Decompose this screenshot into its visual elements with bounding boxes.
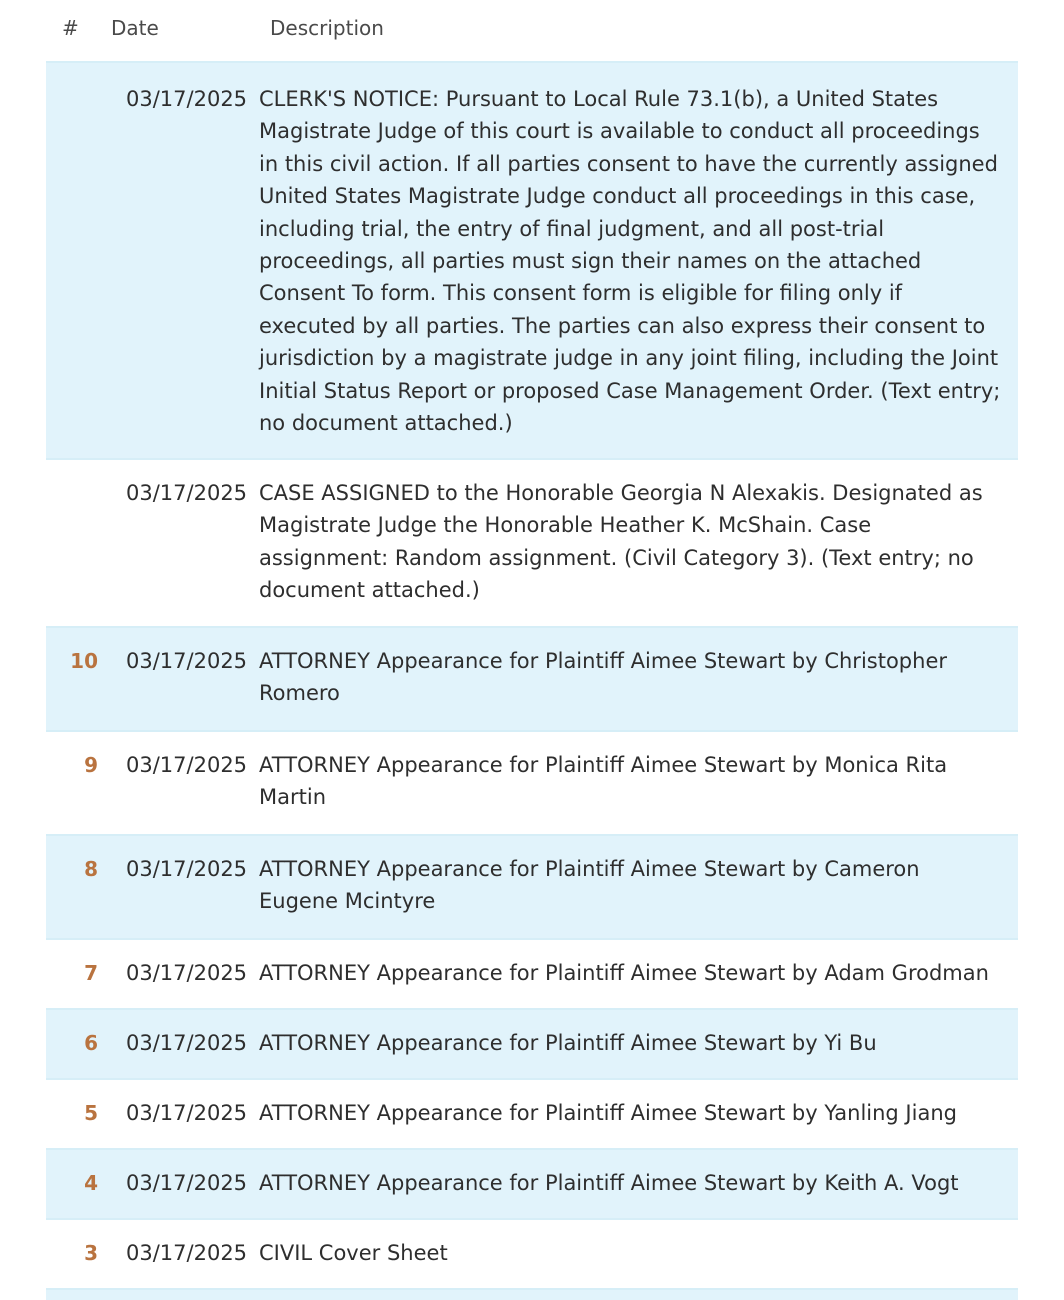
entry-number: 5 [84, 1101, 98, 1125]
entry-description: ATTORNEY Appearance for Plaintiff Aimee Stewart by Yanling Jiang [259, 1101, 957, 1125]
table-row [46, 626, 1018, 730]
entry-date: 03/17/2025 [126, 1241, 248, 1265]
table-row [46, 938, 1018, 1008]
entry-date: 03/17/2025 [126, 961, 248, 985]
entry-description: CLERK'S NOTICE: Pursuant to Local Rule 73.1(b), a United States Magistrate Judge of this court is available to conduct all proceedings in this civil action. If all parties consent to have the currently assigned United States Magistrate Judge conduct all proceedings in this case, including trial, the entry of final judgment, and all post-trial proceedings, all parties must sign their names on the attached Consent To form. This consent form is eligible for filing only if executed by all parties. The parties can also express their consent to jurisdiction by a magistrate judge in any joint filing, including the Joint Initial Status Report or proposed Case Management Order. (Text entry; no document attached.) [259, 87, 1001, 436]
table-row [46, 834, 1018, 938]
table-row [46, 458, 1018, 626]
entry-date: 03/17/2025 [126, 1031, 248, 1055]
entry-date: 03/17/2025 [126, 1171, 248, 1195]
entry-number: 10 [70, 649, 98, 673]
table-row [46, 1288, 1018, 1300]
table-row [46, 1078, 1018, 1148]
entry-description: ATTORNEY Appearance for Plaintiff Aimee Stewart by Cameron Eugene Mcintyre [259, 857, 920, 914]
entry-number: 6 [84, 1031, 98, 1055]
entry-description: CIVIL Cover Sheet [259, 1241, 448, 1265]
entry-description: ATTORNEY Appearance for Plaintiff Aimee Stewart by Keith A. Vogt [259, 1171, 959, 1195]
entry-date: 03/17/2025 [126, 753, 248, 777]
entry-description: ATTORNEY Appearance for Plaintiff Aimee Stewart by Monica Rita Martin [259, 753, 948, 810]
table-row [46, 730, 1018, 834]
entry-date: 03/17/2025 [126, 481, 248, 505]
entry-description: ATTORNEY Appearance for Plaintiff Aimee Stewart by Adam Grodman [259, 961, 989, 985]
table-header [0, 0, 1064, 60]
entry-date: 03/17/2025 [126, 87, 248, 111]
table-row [46, 61, 1018, 458]
table-row [46, 1148, 1018, 1218]
entry-date: 03/17/2025 [126, 857, 248, 881]
table-row [46, 1008, 1018, 1078]
entry-date: 03/17/2025 [126, 1101, 248, 1125]
entry-date: 03/17/2025 [126, 649, 248, 673]
header-description: Description [270, 16, 384, 40]
entry-number: 8 [84, 857, 98, 881]
table-row [46, 1218, 1018, 1288]
entry-number: 7 [84, 961, 98, 985]
docket-table [46, 61, 1018, 1300]
entry-description: ATTORNEY Appearance for Plaintiff Aimee Stewart by Christopher Romero [259, 649, 947, 706]
entry-description: ATTORNEY Appearance for Plaintiff Aimee Stewart by Yi Bu [259, 1031, 877, 1055]
entry-description: CASE ASSIGNED to the Honorable Georgia N Alexakis. Designated as Magistrate Judge the Honorable Heather K. McShain. Case assignment: Random assignment. (Civil Category 3). (Text entry; no document attached.) [259, 481, 983, 603]
entry-number: 4 [84, 1171, 98, 1195]
entry-number: 3 [84, 1241, 98, 1265]
header-date: Date [111, 16, 159, 40]
entry-number: 9 [84, 753, 98, 777]
header-number: # [62, 16, 79, 40]
